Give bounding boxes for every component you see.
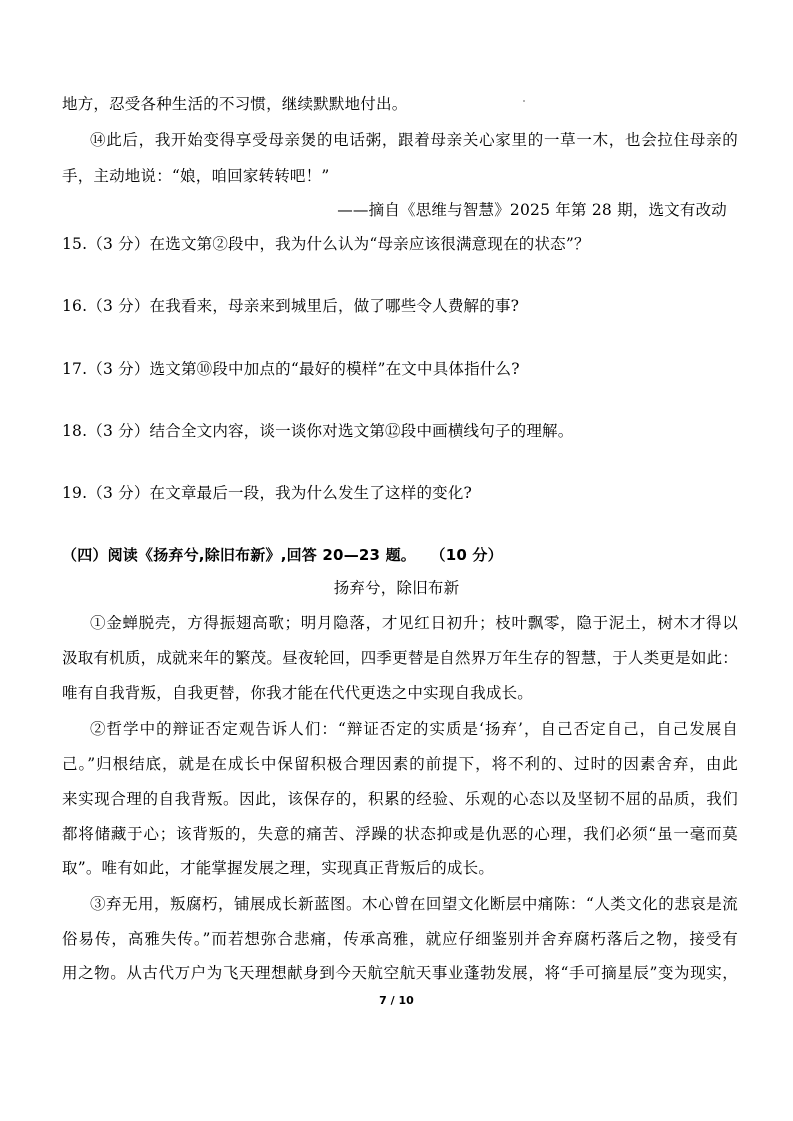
page-number: 7 / 10 [379, 994, 414, 1007]
article2-paragraph-1-line-2: 汲取有机质，成就来年的繁茂。昼夜轮回，四季更替是自然界万年生存的智慧，于人类更是如此： [62, 649, 738, 667]
article2-title: 扬弃兮，除旧布新 [333, 579, 460, 597]
article2-paragraph-2-line-5: 取”。唯有如此，才能掌握发展之理，实现真正背叛后的成长。 [62, 859, 495, 877]
article1-paragraph-14-line-1: ⑭此后，我开始变得享受母亲煲的电话粥，跟着母亲关心家里的一草一木，也会拉住母亲的 [90, 131, 738, 149]
article1-paragraph-14-line-2: 手，主动地说：“娘，咱回家转转吧！” [62, 167, 330, 185]
article2-paragraph-3-line-2: 俗易传，高雅失传。”而若想弥合悲痛，传承高雅，就应仔细鉴别并舍弃腐朽落后之物，接受有 [62, 930, 738, 948]
article1-paragraph-ending: 地方，忍受各种生活的不习惯，继续默默地付出。 [62, 95, 408, 113]
article2-paragraph-1-line-1: ①金蝉脱壳，方得振翅高歌；明月隐落，才见红日初升；枝叶飘零，隐于泥土，树木才得以 [90, 614, 738, 632]
question-15: 15.（3 分）在选文第②段中，我为什么认为“母亲应该很满意现在的状态”？ [62, 235, 590, 253]
article2-paragraph-3-line-1: ③弃无用，叛腐朽，铺展成长新蓝图。木心曾在回望文化断层中痛陈：“人类文化的悲哀是流 [90, 895, 738, 913]
section-4-heading [62, 545, 503, 565]
article2-paragraph-2-line-1: ②哲学中的辩证否定观告诉人们：“辩证否定的实质是‘扬弃’，自己否定自己，自己发展自 [90, 720, 738, 738]
article2-paragraph-1-line-3: 唯有自我背叛，自我更替，你我才能在代代更迭之中实现自我成长。 [62, 684, 534, 702]
article2-paragraph-2-line-2: 己。”归根结底，就是在成长中保留积极合理因素的前提下，将不利的、过时的因素舍弃，由此 [62, 755, 738, 773]
section-4-score: （10 分） [438, 546, 503, 564]
article2-paragraph-3-line-3: 用之物。从古代万户为飞天理想献身到今天航空航天事业蓬勃发展，将“手可摘星辰”变为现实， [62, 964, 738, 982]
article2-paragraph-2-line-4: 都将储藏于心；该背叛的，失意的痛苦、浮躁的状态抑或是仇恶的心理，我们必须“虽一毫而莫 [62, 825, 738, 843]
article1-source-citation: ——摘自《思维与智慧》2025 年第 28 期，选文有改动 [337, 201, 727, 219]
question-19: 19.（3 分）在文章最后一段，我为什么发生了这样的变化? [62, 484, 473, 502]
question-18: 18.（3 分）结合全文内容，谈一谈你对选文第⑫段中画横线句子的理解。 [62, 422, 574, 440]
article2-paragraph-2-line-3: 来实现合理的自我背叛。因此，该保存的，积累的经验、乐观的心态以及坚韧不屈的品质，我们 [62, 790, 738, 808]
scan-speck [523, 100, 525, 102]
question-17: 17.（3 分）选文第⑩段中加点的“最好的模样”在文中具体指什么? [62, 360, 520, 378]
section-4-instruction: （四）阅读《扬弃兮,除旧布新》,回答 20—23 题。 [62, 546, 416, 564]
question-16: 16.（3 分）在我看来，母亲来到城里后，做了哪些令人费解的事? [62, 297, 520, 315]
